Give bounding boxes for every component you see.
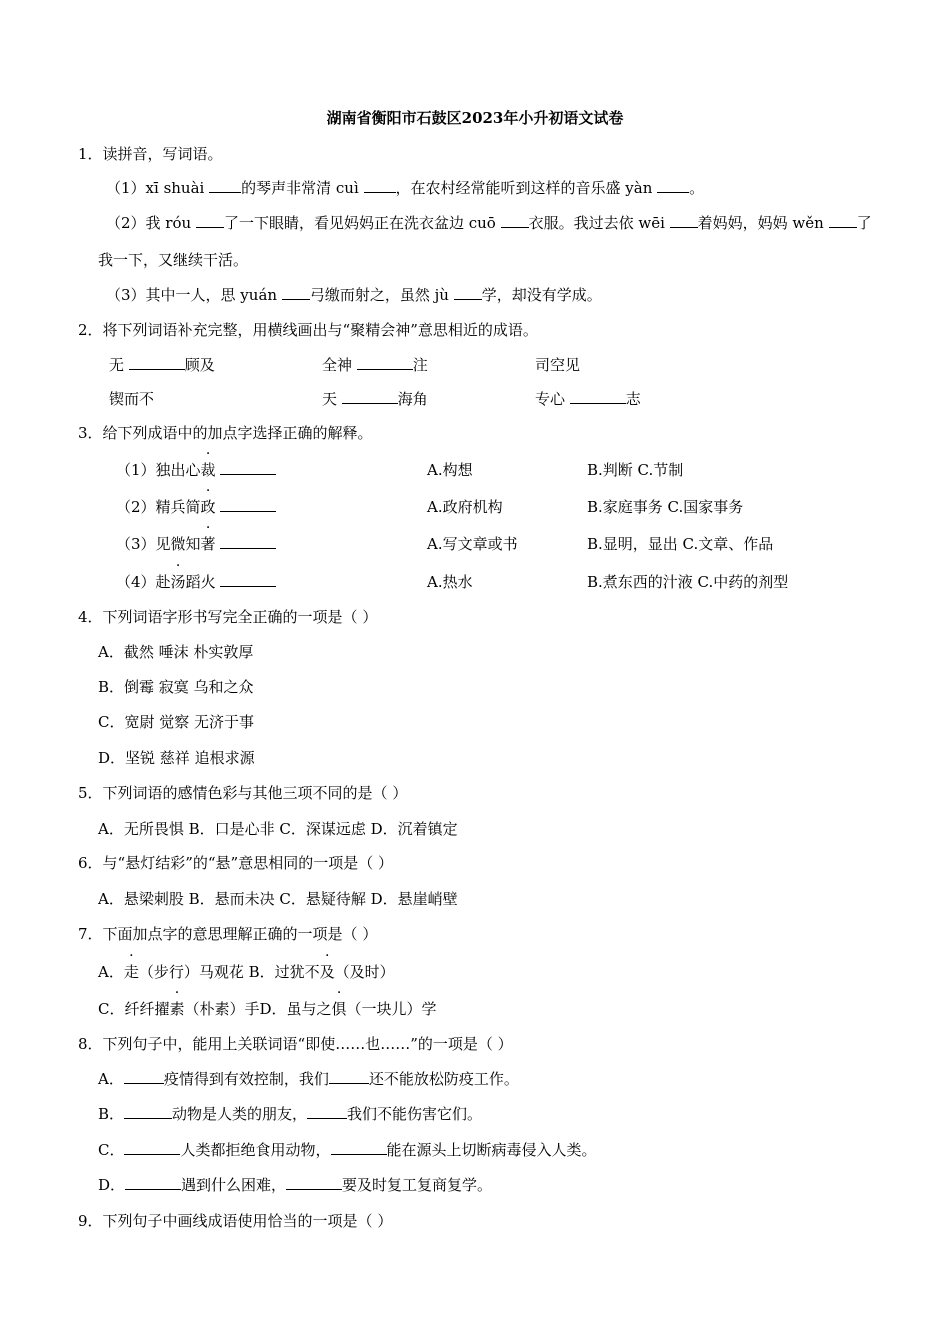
q2-item: 全神 注: [322, 356, 428, 374]
answer-blank[interactable]: [829, 213, 857, 228]
q2-item: 无 顾及: [109, 356, 215, 374]
answer-blank[interactable]: [220, 572, 276, 587]
q5-options[interactable]: A．无所畏惧 B．口是心非 C．深谋远虑 D．沉着镇定: [98, 820, 458, 838]
q1-stem: 1．读拼音，写词语。: [78, 145, 223, 163]
answer-blank[interactable]: [209, 178, 241, 193]
q4-option[interactable]: D．坚锐 慈祥 追根求源: [98, 749, 255, 767]
q3-idiom: （2）精兵简政: [116, 497, 276, 517]
q3-option-bc: B.家庭事务 C.国家事务: [587, 498, 744, 516]
q3-option-bc: B.判断 C.节制: [587, 461, 684, 479]
answer-blank[interactable]: [570, 389, 626, 404]
q8-option-b[interactable]: B． 动物是人类的朋友， 我们不能伤害它们。: [98, 1105, 483, 1123]
answer-blank[interactable]: [331, 1140, 387, 1155]
q4-stem: 4．下列词语字形书写完全正确的一项是（ ）: [78, 608, 378, 626]
answer-blank[interactable]: [282, 285, 310, 300]
q8-option-d[interactable]: D． 遇到什么困难， 要及时复工复商复学。: [98, 1176, 493, 1194]
answer-blank[interactable]: [196, 213, 224, 228]
answer-blank[interactable]: [454, 285, 482, 300]
answer-blank[interactable]: [307, 1104, 347, 1119]
answer-blank[interactable]: [329, 1069, 369, 1084]
page-title: 湖南省衡阳市石鼓区2023年小升初语文试卷: [326, 109, 624, 127]
answer-blank[interactable]: [124, 1140, 180, 1155]
q3-option-a: A.构想: [427, 461, 473, 479]
q2-item: 专心 志: [535, 390, 641, 408]
q6-options[interactable]: A．悬梁刺股 B．悬而未决 C．悬疑待解 D．悬崖峭壁: [98, 890, 458, 908]
q9-stem: 9．下列句子中画线成语使用恰当的一项是（ ）: [78, 1212, 393, 1230]
q4-option[interactable]: A．截然 唾沫 朴实敦厚: [98, 643, 254, 661]
q4-option[interactable]: B．倒霉 寂寞 乌和之众: [98, 678, 254, 696]
q3-stem: 3．给下列成语中的加点字选择正确的解释。: [78, 424, 373, 442]
q3-idiom: （3）见微知著: [116, 534, 276, 554]
q8-stem: 8．下列句子中，能用上关联词语“即使……也……”的一项是（ ）: [78, 1035, 513, 1053]
q8-option-c[interactable]: C． 人类都拒绝食用动物， 能在源头上切断病毒侵入人类。: [98, 1141, 597, 1159]
q3-option-a: A.写文章或书: [427, 535, 518, 553]
q1-line2-cont: 我一下，又继续干活。: [98, 251, 249, 269]
answer-blank[interactable]: [286, 1175, 342, 1190]
q3-idiom: （4）赴汤蹈火: [116, 572, 276, 592]
answer-blank[interactable]: [357, 355, 413, 370]
q5-stem: 5．下列词语的感情色彩与其他三项不同的是（ ）: [78, 784, 408, 802]
answer-blank[interactable]: [124, 1104, 172, 1119]
q3-option-bc: B.煮东西的汁液 C.中药的剂型: [587, 573, 789, 591]
q3-option-a: A.政府机构: [427, 498, 503, 516]
q1-line1: （1）xī shuài 的琴声非常清 cuì ，在农村经常能听到这样的音乐盛 yàn 。: [106, 179, 705, 197]
answer-blank[interactable]: [124, 1069, 164, 1084]
answer-blank[interactable]: [220, 460, 276, 475]
answer-blank[interactable]: [364, 178, 396, 193]
answer-blank[interactable]: [657, 178, 689, 193]
q4-option[interactable]: C．宽尉 觉察 无济于事: [98, 713, 255, 731]
q6-stem: 6．与“悬灯结彩”的“悬”意思相同的一项是（ ）: [78, 854, 393, 872]
q3-idiom: （1）独出心裁: [116, 460, 276, 480]
answer-blank[interactable]: [129, 355, 185, 370]
q2-item: 司空见: [535, 356, 581, 374]
q7-stem: 7．下面加点字的意思理解正确的一项是（ ）: [78, 925, 378, 943]
q7-options-cd[interactable]: C．纤纤擢素（朴素）手D．虽与之俱（一块儿）学: [98, 1000, 437, 1018]
q1-line3: （3）其中一人，思 yuán 弓缴而射之，虽然 jù 学，却没有学成。: [106, 286, 602, 304]
q2-item: 天 海角: [322, 390, 428, 408]
q2-item: 锲而不: [109, 390, 155, 408]
q7-options-ab[interactable]: A．走（步行）马观花 B．过犹不及（及时）: [98, 963, 395, 981]
answer-blank[interactable]: [670, 213, 698, 228]
answer-blank[interactable]: [220, 497, 276, 512]
answer-blank[interactable]: [125, 1175, 181, 1190]
answer-blank[interactable]: [501, 213, 529, 228]
q8-option-a[interactable]: A． 疫情得到有效控制，我们 还不能放松防疫工作。: [98, 1070, 519, 1088]
q2-stem: 2．将下列词语补充完整，用横线画出与“聚精会神”意思相近的成语。: [78, 321, 538, 339]
q3-option-bc: B.显明，显出 C.文章、作品: [587, 535, 774, 553]
answer-blank[interactable]: [220, 534, 276, 549]
q1-line2: （2）我 róu 了一下眼睛，看见妈妈正在洗衣盆边 cuō 衣服。我过去依 wēi 着妈妈，妈妈 wěn 了: [106, 214, 872, 232]
q3-option-a: A.热水: [427, 573, 473, 591]
answer-blank[interactable]: [342, 389, 398, 404]
